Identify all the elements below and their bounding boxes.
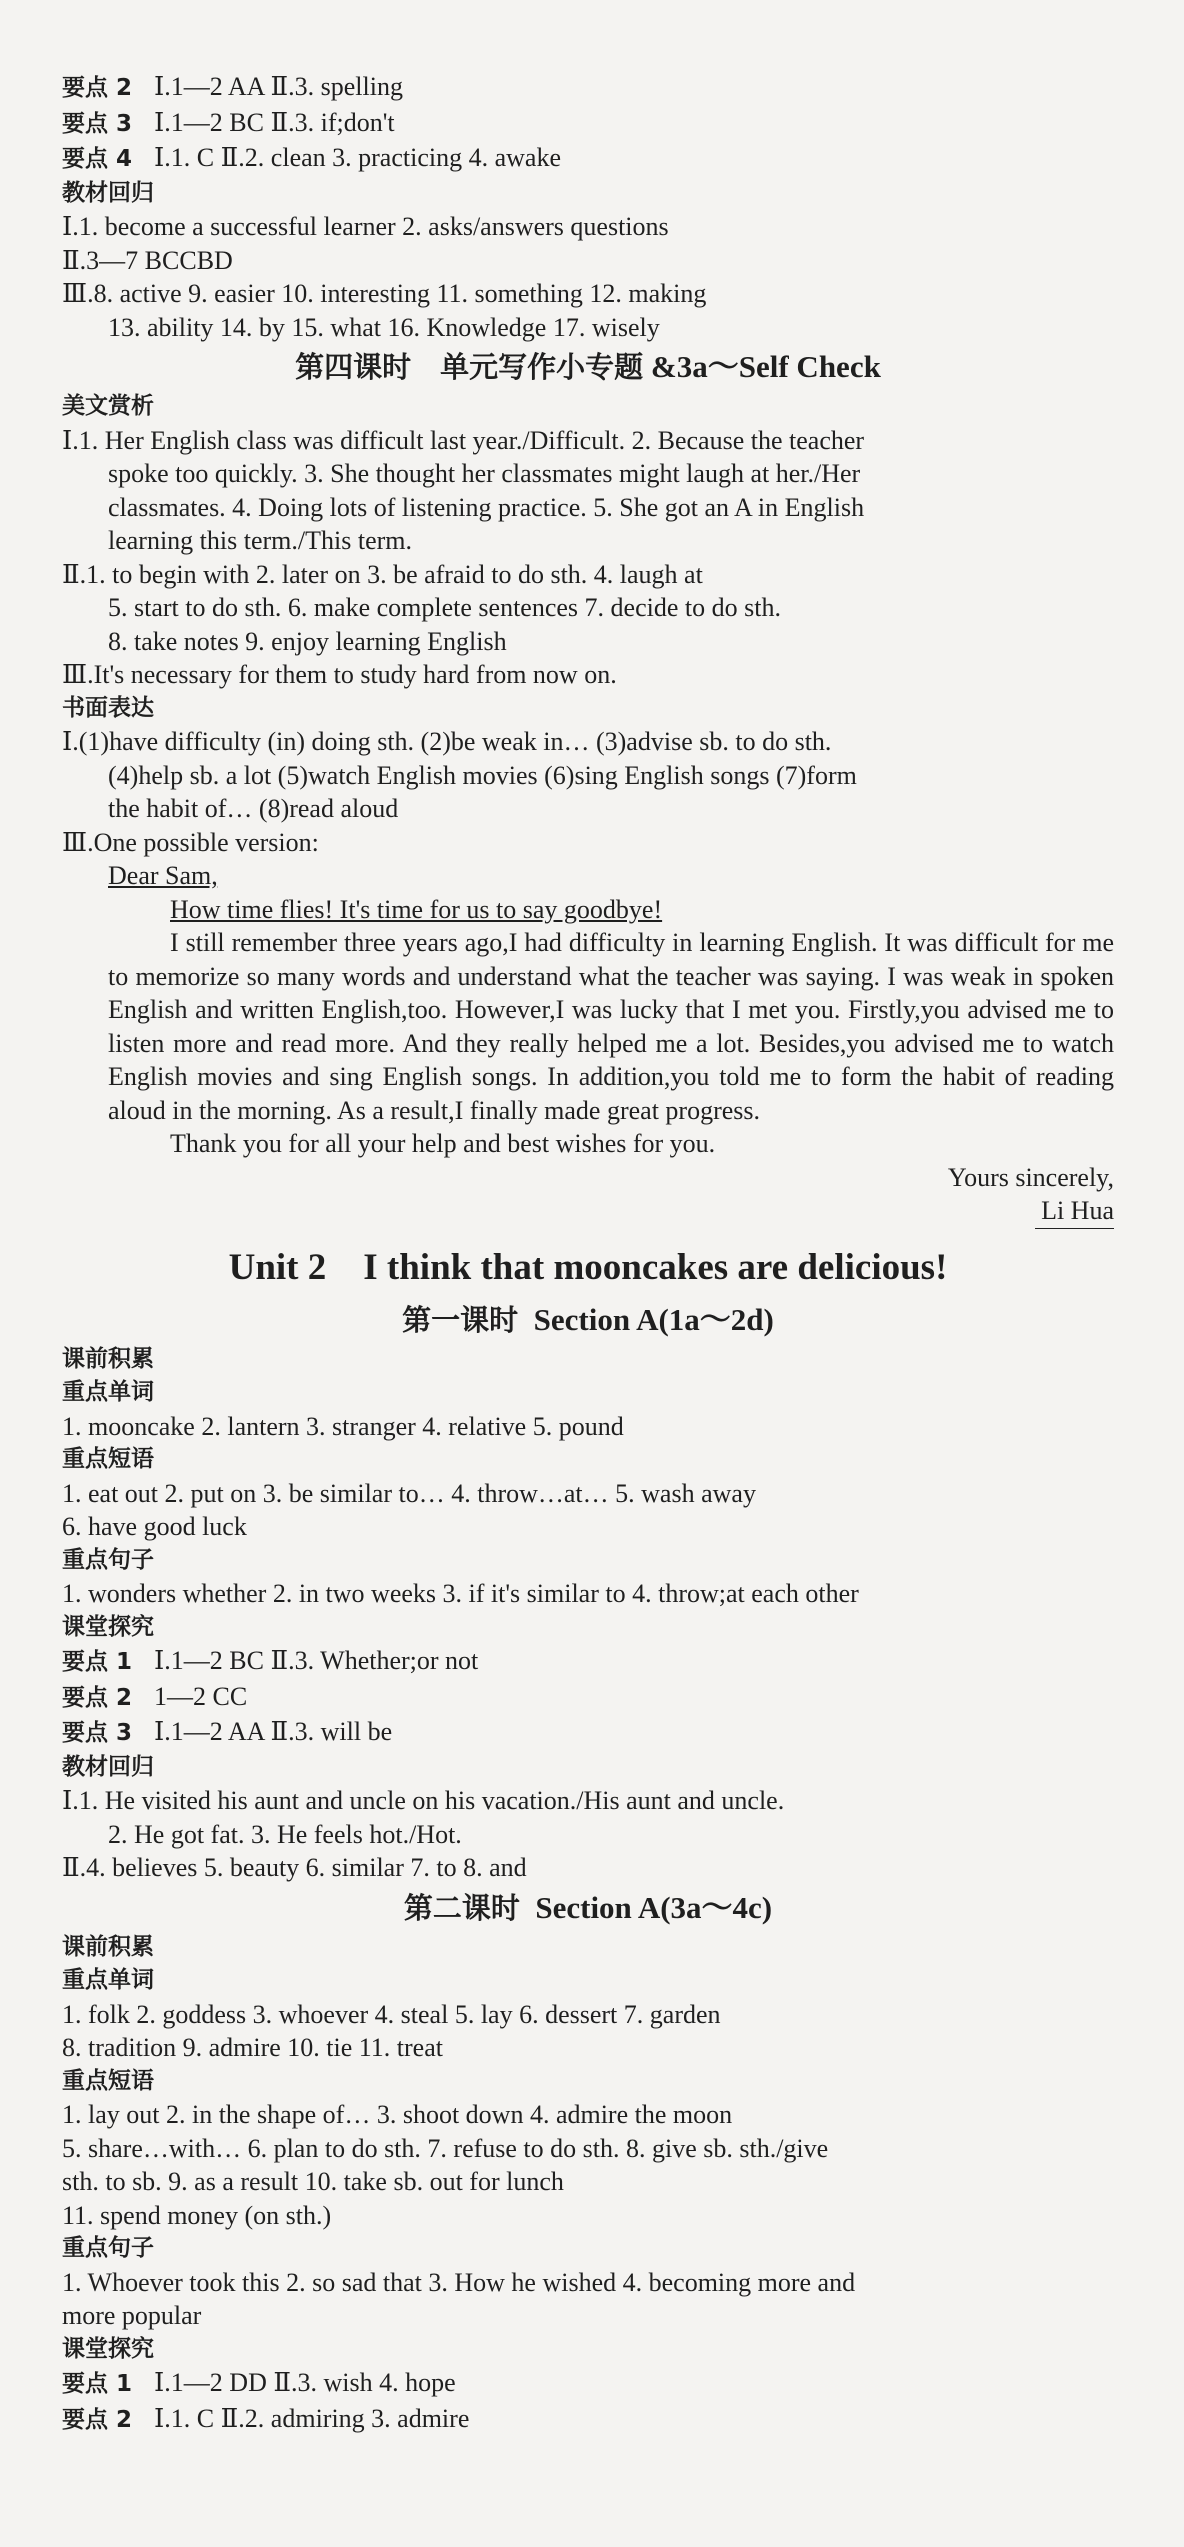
lesson-title (62, 346, 1114, 388)
lesson-title (62, 1299, 1114, 1341)
letter-signature: Li Hua (1035, 1194, 1114, 1229)
section-heading: 教材回归 (62, 1753, 154, 1780)
point-answers: Ⅰ.1—2 AA Ⅱ.3. will be (154, 1717, 393, 1746)
answer-line: Ⅱ.3—7 BCCBD (62, 245, 233, 275)
answer-line: Ⅱ.4. believes 5. beauty 6. similar 7. to 8. and (62, 1853, 527, 1882)
point-label: 要点 1 (62, 2371, 133, 2397)
answer-line: 5. start to do sth. 6. make complete sentences 7. decide to do sth. (108, 593, 781, 622)
letter-salutation (62, 859, 1114, 893)
answer-line: (4)help sb. a lot (5)watch English movies (6)sing English songs (7)form (108, 760, 857, 790)
letter-opening (62, 893, 1114, 927)
lesson-title-en: Section A(1a～2d) (533, 1301, 774, 1337)
answer-line: 1. lay out 2. in the shape of… 3. shoot down 4. admire the moon (62, 2100, 733, 2129)
top-section (62, 70, 1114, 344)
point-label: 要点 3 (62, 1720, 133, 1746)
answer-line: Ⅲ.One possible version: (62, 827, 319, 857)
answer-line: Ⅰ.1. He visited his aunt and uncle on his vacation./His aunt and uncle. (62, 1786, 785, 1815)
answer-line: 5. share…with… 6. plan to do sth. 7. refuse to do sth. 8. give sb. sth./give (62, 2133, 829, 2163)
answer-line: 13. ability 14. by 15. what 16. Knowledge 17. wisely (108, 312, 660, 342)
section-heading: 课堂探究 (62, 2335, 154, 2362)
sub-heading: 重点句子 (62, 1546, 154, 1573)
section-heading: 教材回归 (62, 179, 154, 206)
answer-line: 1. eat out 2. put on 3. be similar to… 4. throw…at… 5. wash away (62, 1478, 756, 1508)
point-answers: Ⅰ.1—2 AA Ⅱ.3. spelling (154, 72, 403, 101)
point-answers: Ⅰ.1. C Ⅱ.2. clean 3. practicing 4. awake (154, 143, 561, 172)
answer-line: 11. spend money (on sth.) (62, 2200, 332, 2230)
point-answers: Ⅰ.1—2 BC Ⅱ.3. if;don't (154, 107, 395, 137)
lesson-title-cn: 第四课时 单元写作小专题 (295, 350, 644, 384)
section-heading: 课前积累 (62, 1345, 154, 1372)
section-heading: 美文赏析 (62, 393, 154, 419)
salutation-text: Dear Sam, (108, 861, 218, 890)
answer-line: Ⅰ.1. become a successful learner 2. asks/answers questions (62, 212, 669, 241)
letter-closing: Yours sincerely, (947, 1162, 1114, 1192)
point-answers: Ⅰ.1—2 DD Ⅱ.3. wish 4. hope (154, 2368, 456, 2397)
lesson-title-cn: 第二课时 (403, 1890, 520, 1925)
point-label: 要点 1 (62, 1649, 133, 1675)
letter-thanks: Thank you for all your help and best wishes for you. (170, 1129, 716, 1158)
answer-line: 1. Whoever took this 2. so sad that 3. How he wished 4. becoming more and (62, 2267, 856, 2297)
point-label: 要点 4 (62, 146, 133, 172)
sub-heading: 重点单词 (62, 1379, 154, 1405)
answer-line: 8. tradition 9. admire 10. tie 11. treat (62, 2033, 443, 2062)
answer-line: Ⅰ.(1)have difficulty (in) doing sth. (2)be weak in… (3)advise sb. to do sth. (62, 727, 832, 756)
answer-line: Ⅲ.It's necessary for them to study hard from now on. (62, 660, 617, 689)
answer-line: sth. to sb. 9. as a result 10. take sb. out for lunch (62, 2167, 564, 2196)
answer-line: Ⅰ.1. Her English class was difficult last year./Difficult. 2. Because the teacher (62, 425, 865, 455)
answer-line: 2. He got fat. 3. He feels hot./Hot. (108, 1819, 462, 1849)
letter-signature-row (62, 1194, 1114, 1229)
letter-body: I still remember three years ago,I had difficulty in learning English. It was difficult for me to memorize so many words and understand what the teacher was saying. I was weak in spoken English and written English,too. However,I was lucky that I met you. Firstly,you advised me to listen more and read more. And they really helped me a lot. Besides,you advised me to watch English movies and sing English songs. In addition,you told me to form the habit of reading aloud in the morning. As a result,I finally made great progress. (108, 928, 1114, 1125)
point-label: 要点 2 (62, 75, 133, 101)
section-heading: 课前积累 (62, 1933, 154, 1960)
lesson-title (62, 1887, 1114, 1929)
answer-line: spoke too quickly. 3. She thought her classmates might laugh at her./Her (108, 459, 861, 488)
opening-text: How time flies! It's time for us to say goodbye! (170, 894, 663, 924)
answer-line: classmates. 4. Doing lots of listening practice. 5. She got an A in English (108, 492, 865, 522)
sub-heading: 重点短语 (62, 1446, 154, 1472)
answer-line: Ⅲ.8. active 9. easier 10. interesting 11. something 12. making (62, 279, 707, 308)
answer-line: 1. mooncake 2. lantern 3. stranger 4. relative 5. pound (62, 1411, 624, 1441)
answer-line: the habit of… (8)read aloud (108, 794, 399, 823)
point-answers: Ⅰ.1. C Ⅱ.2. admiring 3. admire (154, 2403, 470, 2433)
point-label: 要点 2 (62, 2406, 133, 2433)
point-answers: Ⅰ.1—2 BC Ⅱ.3. Whether;or not (154, 1646, 479, 1675)
answer-line: 8. take notes 9. enjoy learning English (108, 626, 507, 656)
answer-line: learning this term./This term. (108, 526, 412, 555)
answer-line: more popular (62, 2301, 202, 2330)
sub-heading: 重点句子 (62, 2235, 154, 2261)
lesson-title-en: &3a～Self Check (650, 349, 881, 384)
lesson-title-cn: 第一课时 (402, 1302, 519, 1337)
point-label: 要点 2 (62, 1684, 133, 1711)
section-heading: 课堂探究 (62, 1613, 154, 1640)
answer-line: 6. have good luck (62, 1512, 247, 1541)
answer-line: Ⅱ.1. to begin with 2. later on 3. be afraid to do sth. 4. laugh at (62, 559, 703, 589)
unit-title: Unit 2 I think that mooncakes are delicious! (228, 1246, 948, 1288)
sub-heading: 重点单词 (62, 1967, 154, 1993)
point-label: 要点 3 (62, 110, 133, 137)
answer-line: 1. wonders whether 2. in two weeks 3. if it's similar to 4. throw;at each other (62, 1579, 859, 1608)
sub-heading: 重点短语 (62, 2067, 154, 2094)
point-answers: 1—2 CC (154, 1681, 248, 1711)
section-heading: 书面表达 (62, 694, 154, 721)
lesson-title-en: Section A(3a～4c) (535, 1889, 773, 1925)
answer-line: 1. folk 2. goddess 3. whoever 4. steal 5. lay 6. dessert 7. garden (62, 1999, 721, 2029)
